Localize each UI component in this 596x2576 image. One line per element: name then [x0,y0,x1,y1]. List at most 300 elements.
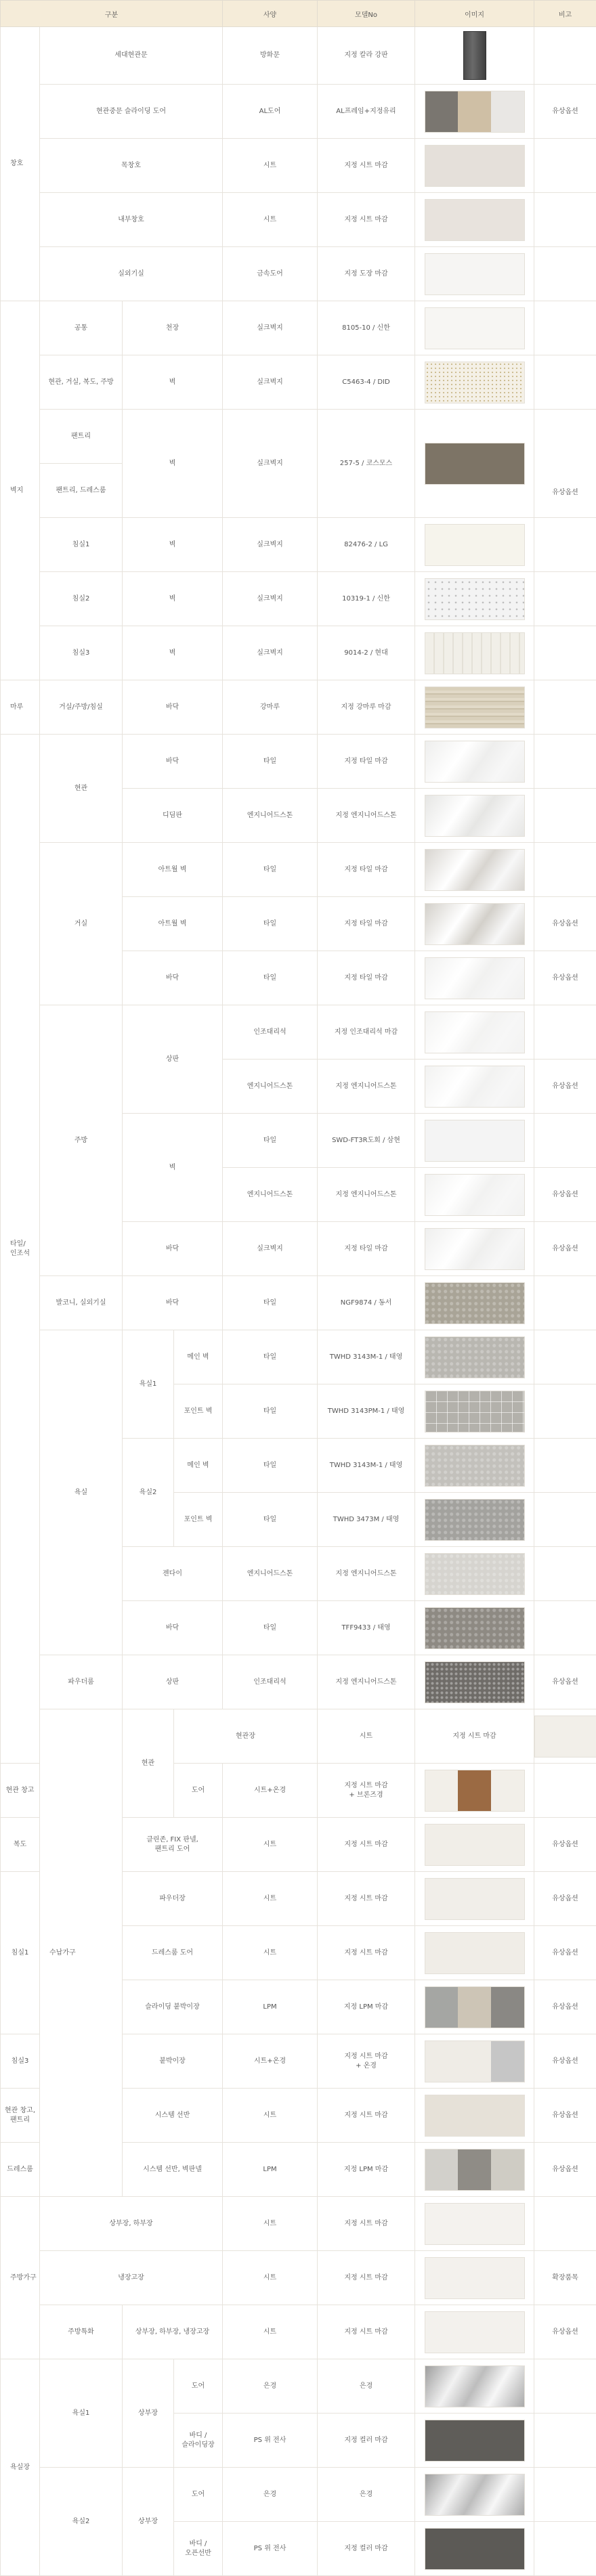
table-cell [534,518,596,572]
table-cell: 천장 [123,301,223,355]
swatch-panel [458,91,491,132]
table-cell: 10319-1 / 신한 [318,572,415,626]
table-cell: 엔지니어드스톤 [223,1547,318,1601]
table-row [1,735,596,789]
table-cell: 은경 [223,2359,318,2414]
table-cell: 방화문 [223,27,318,85]
finish-image-cell [415,2197,534,2251]
table-cell: 유상옵션 [534,1926,596,1980]
table-cell: 지정 타일 마감 [318,897,415,951]
material-swatch [425,2257,525,2299]
table-cell: 유상옵션 [534,897,596,951]
finish-image-cell [415,2034,534,2089]
table-cell: 시트 [223,2197,318,2251]
table-cell: 실외기실 [40,247,223,301]
table-cell: 시트 [223,1926,318,1980]
table-cell: 시트 [223,1872,318,1926]
table-row [1,1005,596,1060]
finish-image-cell [415,355,534,410]
table-cell [534,1764,596,1818]
table-cell: 금속도어 [223,247,318,301]
table-cell: NGF9874 / 동서 [318,1276,415,1330]
finish-image-cell [415,2359,534,2414]
table-cell: 지정 인조대리석 마감 [318,1005,415,1060]
table-body [1,27,596,2576]
swatch-panel [425,91,459,132]
material-swatch [425,1445,525,1487]
table-cell: 메인 벽 [174,1330,223,1384]
table-cell: 현관 [123,1709,174,1818]
table-cell: 상판 [123,1655,223,1709]
table-cell: 시트 [223,139,318,193]
finish-image-cell [415,1764,534,1818]
finish-image-cell [415,2522,534,2576]
table-cell: 엔지니어드스톤 [223,1060,318,1114]
table-row [1,2305,596,2359]
material-swatch [425,2528,525,2570]
material-swatch [425,1607,525,1649]
table-cell: 세대현관문 [40,27,223,85]
material-swatch [425,1282,525,1324]
material-swatch [425,1336,525,1378]
finish-image-cell [415,1493,534,1547]
table-cell: 침실1 [40,518,123,572]
finish-image-cell [415,1926,534,1980]
table-cell: 바닥 [123,951,223,1005]
material-swatch [425,2365,525,2407]
table-row [1,1330,596,1384]
swatch-panel [491,2149,524,2190]
table-cell: 타일 [223,1114,318,1168]
category-cell: 마루 [1,680,40,735]
table-cell [534,301,596,355]
table-cell: 지정 시트 마감 [318,2197,415,2251]
material-swatch [425,1174,525,1216]
table-row [1,355,596,410]
finish-image-cell [415,897,534,951]
table-cell: 강마루 [223,680,318,735]
table-cell: 실크벽지 [223,572,318,626]
table-cell: 시트 [223,2089,318,2143]
table-cell: 유상옵션 [534,951,596,1005]
table-cell [534,193,596,247]
table-cell: 욕실2 [123,1439,174,1547]
header-note: 비고 [534,1,596,27]
material-swatch [425,1228,525,1270]
table-row [1,2359,596,2414]
finish-image-cell [415,1222,534,1276]
finish-image-cell [415,2414,534,2468]
table-row [1,1655,596,1709]
table-row [1,139,596,193]
table-cell: 타일 [223,897,318,951]
material-swatch [425,2149,525,2191]
table-cell: 욕실1 [40,2359,123,2468]
table-cell: 복도 [1,1818,40,1872]
category-cell: 수납가구 [40,1709,123,2197]
table-cell: 메인 벽 [174,1439,223,1493]
table-cell [534,1601,596,1655]
table-cell: 도어 [174,1764,223,1818]
table-cell: 바닥 [123,1601,223,1655]
table-cell: TWHD 3473M / 태영 [318,1493,415,1547]
table-cell: 상부장, 하부장 [40,2197,223,2251]
table-cell: 디딤판 [123,789,223,843]
table-cell: 지정 강마루 마감 [318,680,415,735]
table-cell [534,247,596,301]
table-cell: 지정 시트 마감 [318,2251,415,2305]
table-cell: 지정 시트 마감 [318,2089,415,2143]
table-cell: 타일 [223,1601,318,1655]
finish-image-cell [415,193,534,247]
table-cell: 주방특화 [40,2305,123,2359]
table-cell: 257-5 / 코스모스 [318,410,415,518]
finish-image-cell [415,1439,534,1493]
material-swatch [425,1011,525,1053]
table-cell: 붙박이장 [123,2034,223,2089]
category-cell: 타일/ 인조석 [1,735,40,1764]
table-cell: 유상옵션 [534,1168,596,1222]
table-cell [534,1330,596,1384]
finish-image-cell [415,680,534,735]
table-cell [534,789,596,843]
material-swatch [425,2474,525,2516]
table-cell: 지정 타일 마감 [318,843,415,897]
material-swatch [425,524,525,566]
table-cell: 벽 [123,1114,223,1222]
material-swatch [425,443,525,485]
finish-image-cell [415,1168,534,1222]
table-cell: 현관, 거실, 복도, 주방 [40,355,123,410]
table-cell: 타일 [223,735,318,789]
table-cell: 9014-2 / 현대 [318,626,415,680]
table-cell: 시스템 선반 [123,2089,223,2143]
table-cell: LPM [223,1980,318,2034]
table-row [1,2251,596,2305]
table-cell: 지정 시트 마감 [415,1709,534,1764]
table-cell: 상부장 [123,2468,174,2576]
table-cell: 타일 [223,843,318,897]
category-cell: 창호 [1,27,40,301]
table-cell [534,1114,596,1168]
table-cell [534,1384,596,1439]
swatch-panel [425,1987,459,2028]
table-cell: 지정 도장 마감 [318,247,415,301]
table-cell: 유상옵션 [534,1980,596,2034]
material-swatch [425,145,525,187]
header-image: 이미지 [415,1,534,27]
table-cell: PS 위 전사 [223,2522,318,2576]
finish-image-cell [415,1547,534,1601]
finish-image-cell [415,1601,534,1655]
table-cell: 상부장, 하부장, 냉장고장 [123,2305,223,2359]
finish-image-cell [415,410,534,518]
table-cell: 침실3 [1,2034,40,2089]
finish-image-cell [415,735,534,789]
table-row [1,2468,596,2522]
finish-image-cell [415,1655,534,1709]
material-swatch [425,1878,525,1920]
table-cell: 시스템 선반, 벽판넬 [123,2143,223,2197]
table-cell: 지정 컬러 마감 [318,2414,415,2468]
table-cell: 팬트리, 드레스룸 [40,464,123,518]
swatch-panel [458,1770,491,1811]
material-swatch [425,2311,525,2353]
swatch-panel [458,1987,491,2028]
material-swatch [425,2203,525,2245]
category-cell: 욕실장 [1,2359,40,2576]
table-row [1,193,596,247]
table-cell: 시트 [223,2305,318,2359]
table-cell: 파우더룸 [40,1655,123,1709]
table-cell [534,1493,596,1547]
table-cell: 타일 [223,951,318,1005]
table-cell: 아트월 벽 [123,897,223,951]
table-row [1,85,596,139]
table-cell: 지정 엔지니어드스톤 [318,1547,415,1601]
finish-image-cell [534,1709,596,1764]
finish-image-cell [415,1005,534,1060]
table-cell [534,2197,596,2251]
category-cell: 벽지 [1,301,40,680]
material-swatch [425,2040,525,2082]
table-cell: AL도어 [223,85,318,139]
table-cell: 슬라이딩 붙박이장 [123,1980,223,2034]
table-cell: 지정 LPM 마감 [318,1980,415,2034]
table-cell: 지정 시트 마감 + 브론즈경 [318,1764,415,1818]
finish-image-cell [415,85,534,139]
table-cell: 도어 [174,2468,223,2522]
table-cell: 도어 [174,2359,223,2414]
swatch-panel [458,2041,491,2082]
table-cell: 82476-2 / LG [318,518,415,572]
table-row [1,518,596,572]
table-cell: 클린존, FIX 판넬, 팬트리 도어 [123,1818,223,1872]
table-cell: 현관 창고 [1,1764,40,1818]
table-cell: 시트 [223,193,318,247]
table-cell: 유상옵션 [534,410,596,518]
table-cell: 실크벽지 [223,355,318,410]
table-cell: 시트 [223,1818,318,1872]
finish-image-cell [415,1114,534,1168]
table-cell: 드레스룸 [1,2143,40,2197]
table-cell: 지정 타일 마감 [318,951,415,1005]
table-cell: 시트 [318,1709,415,1764]
table-cell: 유상옵션 [534,2143,596,2197]
table-cell: 욕실1 [123,1330,174,1439]
table-cell: 실크벽지 [223,626,318,680]
table-cell: 아트월 벽 [123,843,223,897]
table-cell: 벽 [123,572,223,626]
table-cell [534,355,596,410]
table-cell: 바디 / 오픈선반 [174,2522,223,2576]
header-spec: 사양 [223,1,318,27]
material-swatch [425,903,525,945]
table-row [1,247,596,301]
table-cell: 엔지니어드스톤 [223,1168,318,1222]
finish-image-cell [415,1330,534,1384]
material-swatch [425,1120,525,1162]
table-cell: 상부장 [123,2359,174,2468]
material-swatch [425,1824,525,1866]
table-cell: 유상옵션 [534,1655,596,1709]
swatch-panel [491,1987,524,2028]
finish-image-cell [415,27,534,85]
finish-image-cell [415,789,534,843]
swatch-panel [425,2149,459,2190]
table-cell: 지정 엔지니어드스톤 [318,1060,415,1114]
table-cell: 확장품목 [534,2251,596,2305]
swatch-panel [425,1770,459,1811]
table-cell: 지정 시트 마감 [318,2305,415,2359]
table-row [1,1709,596,1764]
material-swatch [425,2095,525,2137]
table-cell: 욕실 [40,1330,123,1655]
table-cell [534,139,596,193]
material-swatch [425,1986,525,2028]
material-swatch [425,957,525,999]
swatch-panel [491,91,524,132]
table-cell: 유상옵션 [534,2089,596,2143]
material-swatch [425,307,525,349]
table-cell: 지정 엔지니어드스톤 [318,1168,415,1222]
table-cell [534,2522,596,2576]
table-cell: TWHD 3143PM-1 / 태영 [318,1384,415,1439]
finish-image-cell [415,1818,534,1872]
table-cell: 지정 칼라 강판 [318,27,415,85]
table-cell: 은경 [318,2468,415,2522]
swatch-panel [491,1770,524,1811]
table-cell: 포인트 벽 [174,1493,223,1547]
table-cell [534,1005,596,1060]
material-swatch [534,1716,596,1758]
table-cell: 지정 타일 마감 [318,735,415,789]
material-swatch [425,1661,525,1703]
table-cell: 유상옵션 [534,2305,596,2359]
table-cell: 지정 시트 마감 [318,1818,415,1872]
table-cell [534,572,596,626]
table-cell: 바닥 [123,735,223,789]
table-cell: 바디 / 슬라이딩장 [174,2414,223,2468]
table-cell: 욕실2 [40,2468,123,2576]
table-cell: 시트 [223,2251,318,2305]
table-cell: 유상옵션 [534,1818,596,1872]
header-model: 모델No [318,1,415,27]
table-cell: 현관중문 슬라이딩 도어 [40,85,223,139]
table-cell: 시트+온경 [223,2034,318,2089]
table-cell: 침실3 [40,626,123,680]
table-cell: 주방 [40,1005,123,1276]
swatch-panel [425,2041,459,2082]
table-cell: 유상옵션 [534,85,596,139]
table-cell: 타일 [223,1493,318,1547]
table-cell: 젠다이 [123,1547,223,1601]
finish-image-cell [415,518,534,572]
material-swatch [425,632,525,674]
material-swatch [425,91,525,133]
table-cell [534,1547,596,1601]
finish-image-cell [415,2468,534,2522]
table-cell: 유상옵션 [534,2034,596,2089]
category-cell: 주방가구 [1,2197,40,2359]
swatch-panel [458,2149,491,2190]
table-cell: 타일 [223,1276,318,1330]
table-cell: AL프레임+지정유리 [318,85,415,139]
table-cell: 현관장 [174,1709,318,1764]
table-cell: 실크벽지 [223,301,318,355]
material-swatch [425,1770,525,1812]
table-cell: 인조대리석 [223,1655,318,1709]
table-cell [534,27,596,85]
table-cell: 상판 [123,1005,223,1114]
material-swatch [425,1553,525,1595]
table-cell: 벽 [123,355,223,410]
table-cell: 지정 LPM 마감 [318,2143,415,2197]
table-cell: 실크벽지 [223,1222,318,1276]
table-cell: 바닥 [123,680,223,735]
finish-image-cell [415,1872,534,1926]
table-cell: 은경 [318,2359,415,2414]
table-row [1,626,596,680]
finish-image-cell [415,2305,534,2359]
finish-image-cell [415,1384,534,1439]
table-cell: PS 위 전사 [223,2414,318,2468]
table-row [1,680,596,735]
table-cell: 지정 컬러 마감 [318,2522,415,2576]
table-cell: 냉장고장 [40,2251,223,2305]
material-swatch [425,1499,525,1541]
table-cell: 시트+온경 [223,1764,318,1818]
table-cell: 실크벽지 [223,410,318,518]
table-cell: 유상옵션 [534,1872,596,1926]
material-swatch [425,1391,525,1433]
material-swatch [425,253,525,295]
finish-image-cell [415,572,534,626]
table-cell: 타일 [223,1330,318,1384]
finish-image-cell [415,626,534,680]
table-cell [534,1276,596,1330]
table-cell: 벽 [123,626,223,680]
table-row [1,1276,596,1330]
material-swatch [425,199,525,241]
table-cell: 유상옵션 [534,1222,596,1276]
table-cell: 지정 엔지니어드스톤 [318,1655,415,1709]
table-cell: 지정 시트 마감 [318,193,415,247]
table-cell: TFF9433 / 태영 [318,1601,415,1655]
finish-image-cell [415,301,534,355]
finish-image-cell [415,1276,534,1330]
table-cell: 목창호 [40,139,223,193]
header-category: 구분 [1,1,223,27]
table-cell: 지정 시트 마감 [318,139,415,193]
material-swatch [425,795,525,837]
table-cell: C5463-4 / DID [318,355,415,410]
table-cell: 엔지니어드스톤 [223,789,318,843]
finish-image-cell [415,2251,534,2305]
table-row [1,572,596,626]
table-row [1,843,596,897]
finish-image-cell [415,843,534,897]
table-cell: 파우더장 [123,1872,223,1926]
table-cell: 드레스룸 도어 [123,1926,223,1980]
table-cell: 지정 시트 마감 [318,1872,415,1926]
table-cell: 지정 시트 마감 + 온경 [318,2034,415,2089]
material-swatch [425,686,525,728]
table-cell: 벽 [123,518,223,572]
table-cell [534,2414,596,2468]
table-cell: 포인트 벽 [174,1384,223,1439]
table-cell: 실크벽지 [223,518,318,572]
